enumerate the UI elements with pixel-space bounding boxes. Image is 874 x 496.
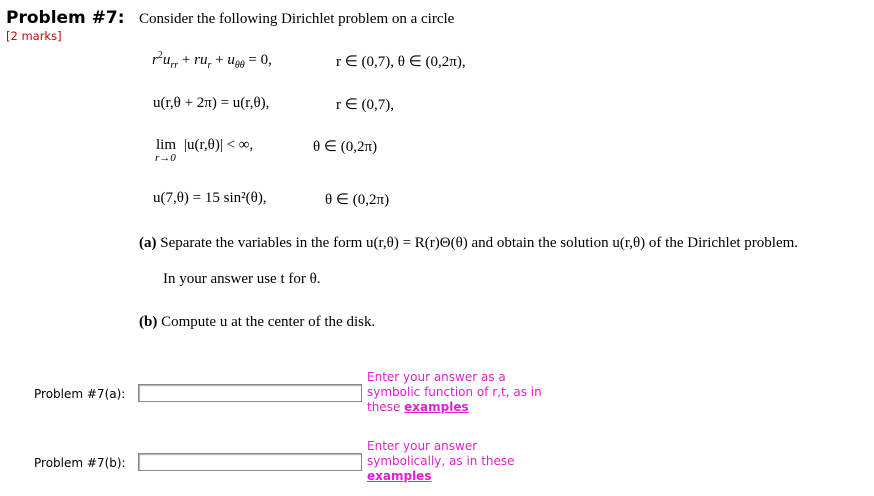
part-a [139, 235, 798, 252]
problem-title: Problem #7: [6, 8, 125, 28]
part-a-text: Separate the variables in the form u(r,θ) = R(r)Θ(θ) and obtain the solution u(r,θ) of the Dirichlet problem. [160, 235, 799, 251]
pde-equation: $r^2u_{rr} + ru_r + u_{\theta\theta} = 0$, [152, 50, 272, 71]
part-b-label: (b) [139, 314, 158, 330]
part-b [139, 314, 375, 331]
problem-intro: Consider the following Dirichlet problem on a circle [139, 11, 455, 27]
answer-a-examples-link[interactable]: examples [404, 400, 469, 414]
limit-equation: |u(r,θ)| < ∞, [184, 137, 254, 153]
answer-b-input[interactable] [138, 453, 362, 471]
part-b-text: Compute u at the center of the disk. [161, 314, 376, 330]
boundary-domain: θ ∈ (0,2π) [325, 192, 390, 208]
answer-b-label: Problem #7(b): [34, 456, 126, 470]
answer-a-label: Problem #7(a): [34, 387, 126, 401]
limit-subscript: r→0 [155, 152, 176, 164]
periodic-equation: u(r,θ + 2π) = u(r,θ), [153, 95, 270, 111]
boundary-equation: u(7,θ) = 15 sin²(θ), [153, 190, 267, 206]
answer-b-examples-link[interactable]: examples [367, 469, 432, 483]
pde-domain: r ∈ (0,7), θ ∈ (0,2π), [336, 54, 466, 70]
marks-badge: [2 marks] [6, 29, 62, 43]
periodic-domain: r ∈ (0,7), [336, 97, 395, 113]
answer-a-hint [367, 370, 557, 415]
answer-b-hint [367, 439, 537, 484]
answer-a-input[interactable] [138, 384, 362, 402]
part-a-note: In your answer use t for θ. [163, 271, 321, 287]
limit-lim: lim [156, 137, 177, 153]
part-a-label: (a) [139, 235, 157, 251]
answer-b-hint-text: Enter your answer symbolically, as in these [367, 439, 515, 468]
answer-a-hint-text: Enter your answer as a symbolic function of r,t, as in these [367, 370, 542, 414]
limit-domain: θ ∈ (0,2π) [313, 139, 378, 155]
